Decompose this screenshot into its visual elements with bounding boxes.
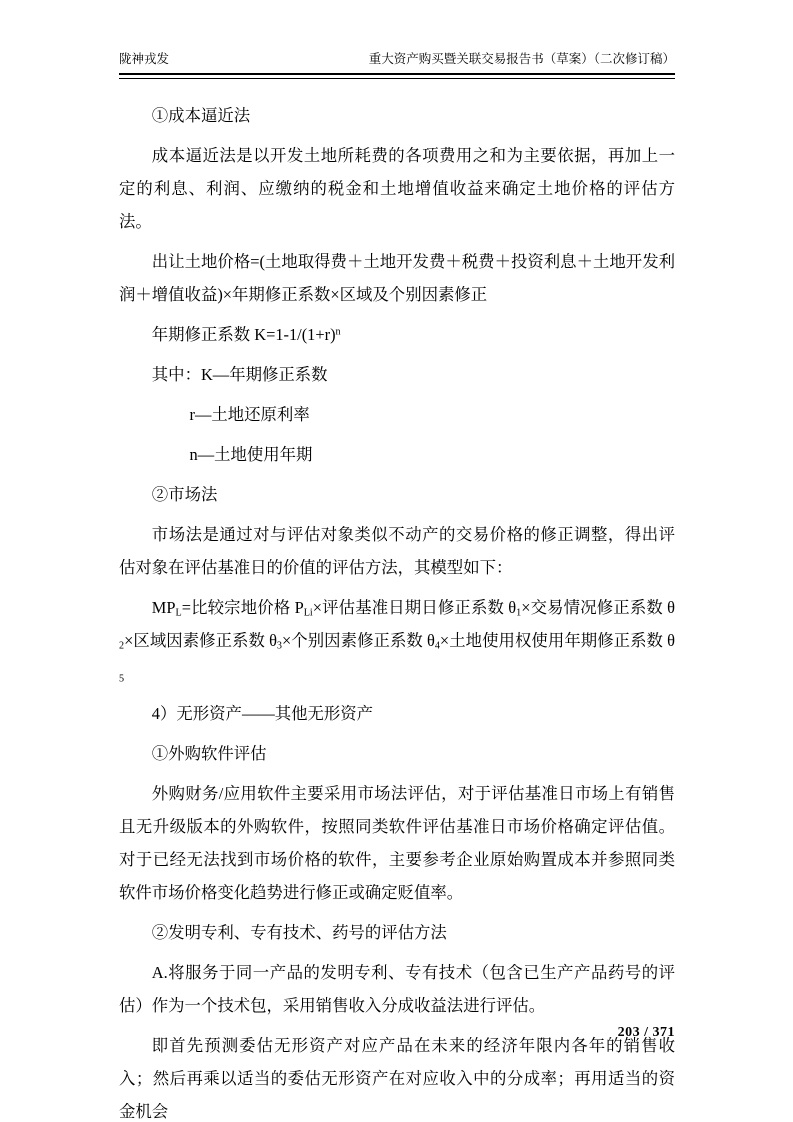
para-market-approach-desc: 市场法是通过对与评估对象类似不动产的交易价格的修正调整，得出评估对象在评估基准日的价值的评估方法，其模型如下： — [119, 524, 675, 577]
document-body — [119, 99, 675, 1122]
heading-market-approach: ②市场法 — [151, 484, 218, 504]
heading-intangible-assets: 4）无形资产——其他无形资产 — [151, 703, 374, 723]
def-k: 其中：K—年期修正系数 — [151, 364, 328, 384]
heading-purchased-software: ①外购软件评估 — [151, 743, 267, 763]
def-r: r—土地还原利率 — [189, 404, 310, 424]
heading-cost-approach: ①成本逼近法 — [151, 105, 251, 125]
header-rule — [119, 73, 675, 79]
formula-year-correction: 年期修正系数 $K=1-1/(1+r)^n$ — [151, 324, 341, 344]
para-income-forecast: 即首先预测委估无形资产对应产品在未来的经济年限内各年的销售收入；然后再乘以适当的委估无形资产在对应收入中的分成率；再用适当的资金机会 — [119, 1035, 675, 1121]
def-n: n—土地使用年期 — [189, 444, 313, 464]
page-number: 203 / 371 — [617, 1025, 675, 1040]
para-land-price-formula: 出让土地价格=(土地取得费＋土地开发费＋税费＋投资利息＋土地开发利润＋增值收益)×年期修正系数×区域及个别因素修正 — [119, 251, 675, 304]
heading-patent-method: ②发明专利、专有技术、药号的评估方法 — [151, 922, 447, 942]
header-company-name: 陇神戎发 — [119, 52, 170, 66]
para-cost-approach-desc: 成本逼近法是以开发土地所耗费的各项费用之和为主要依据，再加上一定的利息、利润、应缴纳的税金和土地增值收益来确定土地价格的评估方法。 — [119, 145, 675, 231]
page-header — [119, 52, 675, 68]
header-report-title: 重大资产购买暨关联交易报告书（草案）（二次修订稿） — [368, 52, 675, 66]
para-purchased-software-desc: 外购财务/应用软件主要采用市场法评估，对于评估基准日市场上有销售且无升级版本的外购软件，按照同类软件评估基准日市场价格确定评估值。对于已经无法找到市场价格的软件，主要参考企业原始购置成本并参照同类软件市场价格变化趋势进行修正或确定贬值率。 — [119, 783, 675, 902]
para-patent-package: A.将服务于同一产品的发明专利、专有技术（包含已生产产品药号的评估）作为一个技术包，采用销售收入分成收益法进行评估。 — [119, 962, 675, 1015]
formula-market-price: $MP_L=$比较宗地价格 $P_{Li}\times$评估基准日期日修正系数 $\theta_1\times$交易情况修正系数 $\theta_2\times$区域因素修正系数 $\theta_3\times$个别因素修正系数 $\theta_4\times$土地使用权使用年期修正系数 $\theta_5$ — [119, 597, 675, 685]
